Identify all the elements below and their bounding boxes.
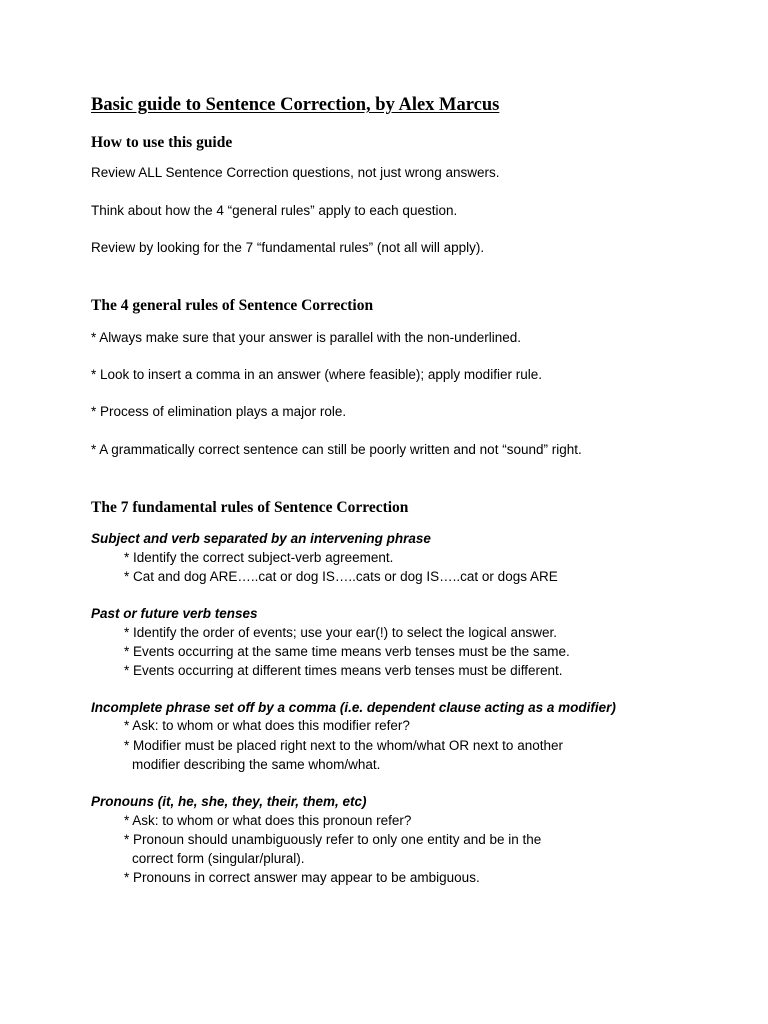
rule-bullet: * Identify the order of events; use your ear(!) to select the logical answer. <box>124 625 557 640</box>
general-rule-item: * Look to insert a comma in an answer (where feasible); apply modifier rule. <box>91 367 542 382</box>
how-to-use-paragraph: Think about how the 4 “general rules” apply to each question. <box>91 203 458 218</box>
rule-title: Incomplete phrase set off by a comma (i.e. dependent clause acting as a modifier) <box>91 700 616 715</box>
rule-bullet-continuation: correct form (singular/plural). <box>132 851 305 866</box>
how-to-use-heading: How to use this guide <box>91 134 233 151</box>
rule-bullet: * Events occurring at different times means verb tenses must be different. <box>124 663 563 678</box>
general-rule-item: * Always make sure that your answer is parallel with the non-underlined. <box>91 330 521 345</box>
rule-bullet: * Events occurring at the same time means verb tenses must be the same. <box>124 644 570 659</box>
general-rules-heading: The 4 general rules of Sentence Correction <box>91 297 374 314</box>
rule-bullet: * Pronoun should unambiguously refer to only one entity and be in the <box>124 832 542 847</box>
general-rule-item: * A grammatically correct sentence can still be poorly written and not “sound” right. <box>91 442 582 457</box>
rule-title: Pronouns (it, he, she, they, their, them, etc) <box>91 794 367 809</box>
rule-bullet: * Identify the correct subject-verb agreement. <box>124 550 394 565</box>
rule-bullet: * Cat and dog ARE…..cat or dog IS…..cats or dog IS…..cat or dogs ARE <box>124 569 558 584</box>
rule-bullet-continuation: modifier describing the same whom/what. <box>132 757 381 772</box>
document-title: Basic guide to Sentence Correction, by Alex Marcus <box>91 95 500 115</box>
rule-bullet: * Modifier must be placed right next to the whom/what OR next to another <box>124 738 563 753</box>
general-rule-item: * Process of elimination plays a major role. <box>91 404 347 419</box>
rule-bullet: * Ask: to whom or what does this modifier refer? <box>124 718 410 733</box>
how-to-use-paragraph: Review ALL Sentence Correction questions, not just wrong answers. <box>91 165 500 180</box>
fundamental-rules-heading: The 7 fundamental rules of Sentence Correction <box>91 499 409 516</box>
how-to-use-paragraph: Review by looking for the 7 “fundamental rules” (not all will apply). <box>91 240 485 255</box>
rule-bullet: * Pronouns in correct answer may appear to be ambiguous. <box>124 870 480 885</box>
rule-title: Subject and verb separated by an intervening phrase <box>91 531 431 546</box>
rule-bullet: * Ask: to whom or what does this pronoun refer? <box>124 813 412 828</box>
rule-title: Past or future verb tenses <box>91 606 258 621</box>
